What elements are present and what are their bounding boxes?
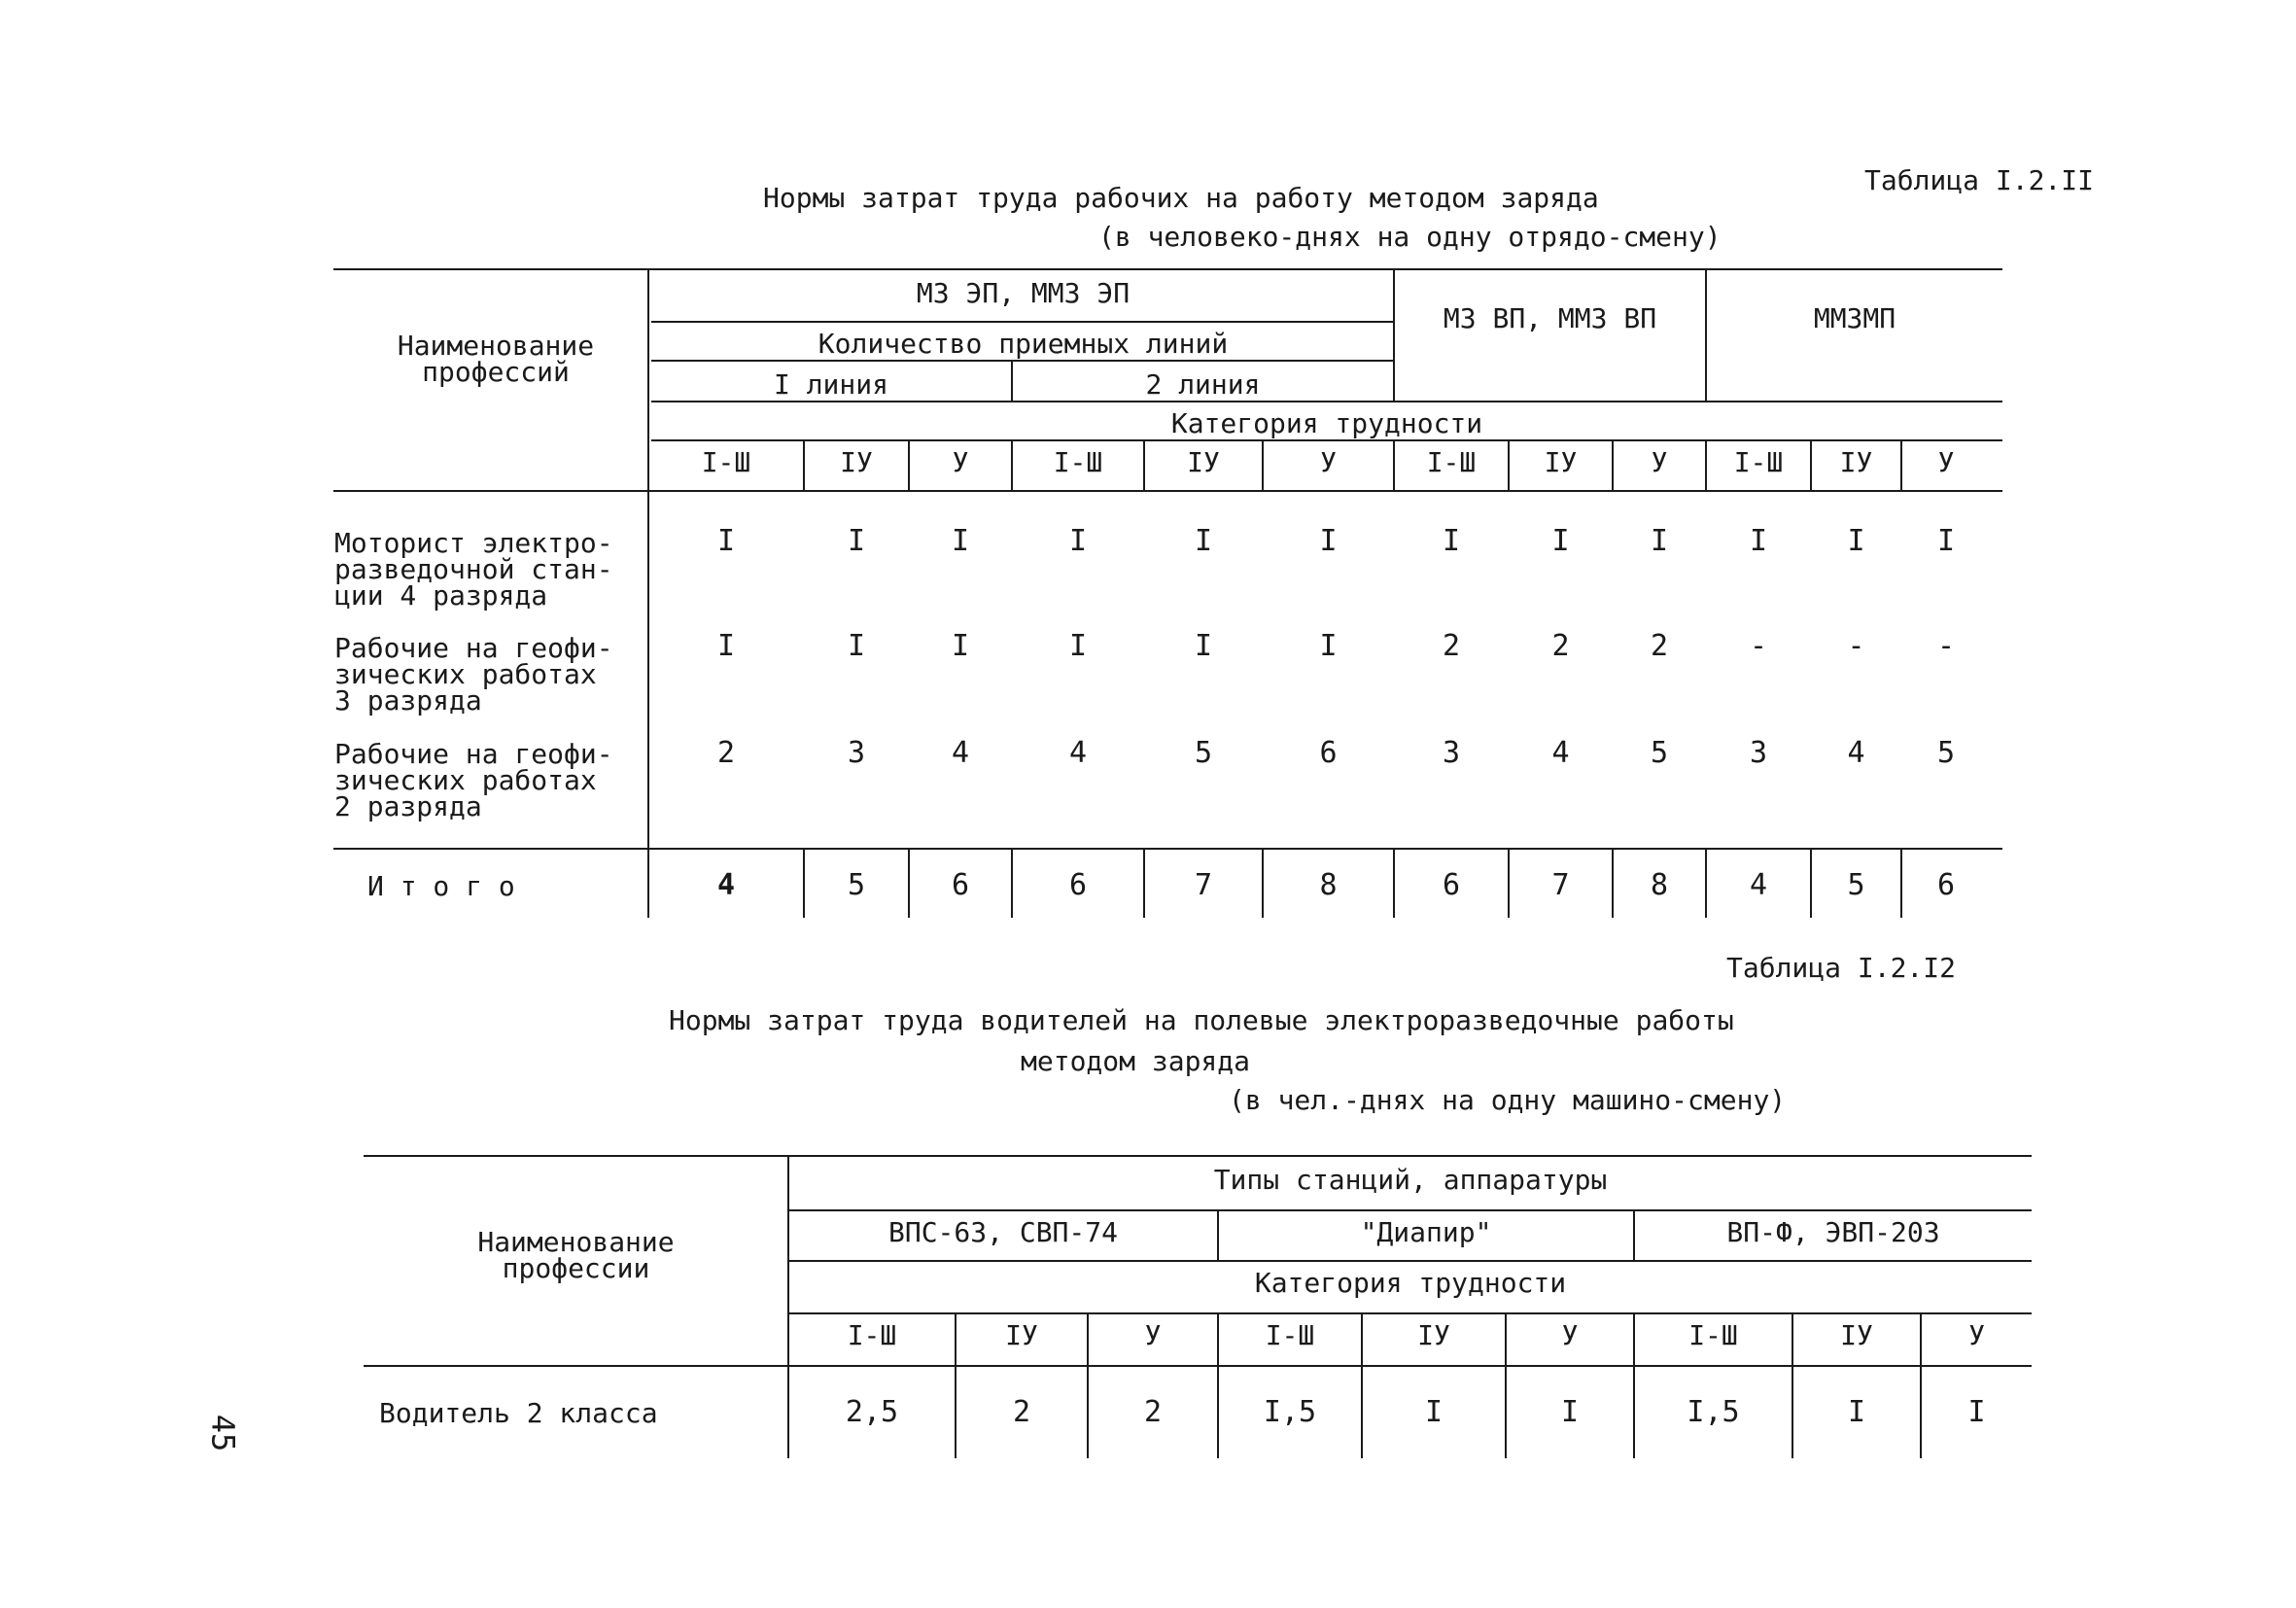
table1-cat: У xyxy=(1937,446,1955,478)
table1-cat: I-Ш xyxy=(701,446,751,478)
table2-cell: 2 xyxy=(1143,1395,1163,1429)
page-number: 45 xyxy=(204,1414,242,1452)
table1-cell: 2 xyxy=(716,736,736,770)
table1-cell: 5 xyxy=(1936,736,1956,770)
table2-cell: I xyxy=(1847,1395,1866,1429)
table1-total-cell: 7 xyxy=(1551,868,1570,902)
table2-cat: IУ xyxy=(1417,1319,1450,1351)
table1-total-cell: 6 xyxy=(1936,868,1956,902)
table1-total-cell: 6 xyxy=(1068,868,1088,902)
table1-group1: МЗ ЭП, ММЗ ЭП xyxy=(916,277,1131,309)
table1-total-cell: 4 xyxy=(1749,868,1768,902)
table1-cell: I xyxy=(1551,524,1570,558)
table1-cell: 2 xyxy=(1442,629,1461,663)
table1-cell: I xyxy=(1068,629,1088,663)
table1-cell: 3 xyxy=(1749,736,1768,770)
table1-cell: 5 xyxy=(1650,736,1669,770)
table1-total-cell: 4 xyxy=(716,868,736,902)
table1-cat: IУ xyxy=(1544,446,1578,478)
table2-cell: I xyxy=(1424,1395,1444,1429)
table1-cell: I xyxy=(716,524,736,558)
table1-cell: I xyxy=(1749,524,1768,558)
table1-total-cell: 8 xyxy=(1650,868,1669,902)
table1-col-name-header: Наименование профессий xyxy=(397,330,595,388)
table1-total-cell: 8 xyxy=(1319,868,1338,902)
table2-station: ВПС-63, СВП-74 xyxy=(887,1216,1118,1248)
table1-cell: I xyxy=(1319,629,1338,663)
table2-title-line2: методом заряда xyxy=(1021,1045,1251,1077)
table2-cell: 2 xyxy=(1012,1395,1031,1429)
table1-cat: I-Ш xyxy=(1426,446,1477,478)
table2-cell: I xyxy=(1967,1395,1986,1429)
table1-cell: - xyxy=(1749,629,1768,663)
table1-cell: 5 xyxy=(1194,736,1213,770)
table1-group3: ММЗМП xyxy=(1813,302,1896,334)
table1-total-cell: 5 xyxy=(1847,868,1865,902)
table2-cell: I xyxy=(1560,1395,1580,1429)
table1-cell: I xyxy=(716,629,736,663)
table1-cat: IУ xyxy=(1187,446,1220,478)
table1-cell: I xyxy=(847,629,866,663)
table2-cat: I-Ш xyxy=(847,1319,897,1351)
table1-group2: МЗ ВП, ММЗ ВП xyxy=(1443,302,1657,334)
table1-total-cell: 6 xyxy=(1442,868,1461,902)
table2-label: Таблица I.2.I2 xyxy=(1726,952,1957,984)
table1-cell: I xyxy=(1194,629,1213,663)
table1-cell: - xyxy=(1936,629,1956,663)
table1-total-cell: 6 xyxy=(951,868,970,902)
table2-station: ВП-Ф, ЭВП-203 xyxy=(1726,1216,1940,1248)
table1-line2: 2 линия xyxy=(1145,368,1261,401)
table2-cell: I,5 xyxy=(1687,1395,1740,1429)
table2-cat: У xyxy=(1144,1319,1162,1351)
table1-cell: I xyxy=(1442,524,1461,558)
table2-row-name: Водитель 2 класса xyxy=(379,1397,658,1429)
table2-station: "Диапир" xyxy=(1360,1216,1492,1248)
table1-cell: I xyxy=(951,629,970,663)
table1-cat: У xyxy=(1320,446,1337,478)
table1-cat: IУ xyxy=(1839,446,1873,478)
table2-category: Категория трудности xyxy=(1254,1267,1567,1299)
table1-label: Таблица I.2.II xyxy=(1864,164,2095,196)
table2-title-line1: Нормы затрат труда водителей на полевые электроразведочные работы xyxy=(669,1004,1734,1036)
table1-cell: 2 xyxy=(1551,629,1570,663)
table1-cell: 3 xyxy=(847,736,866,770)
table1-cat: У xyxy=(952,446,969,478)
table1-line1: I линия xyxy=(773,368,888,401)
table1-total-name: И т о г о xyxy=(367,870,515,902)
table1-cell: I xyxy=(1319,524,1338,558)
table1-cell: I xyxy=(1847,524,1865,558)
table1-cell: - xyxy=(1847,629,1865,663)
table1-cat: I-Ш xyxy=(1733,446,1784,478)
table1-cell: I xyxy=(951,524,970,558)
table1-total-cell: 7 xyxy=(1194,868,1213,902)
table2-cat: У xyxy=(1561,1319,1579,1351)
table2-cell: 2,5 xyxy=(845,1395,899,1429)
table2-cat: IУ xyxy=(1005,1319,1038,1351)
table2-cat: I-Ш xyxy=(1688,1319,1738,1351)
table1-cell: 2 xyxy=(1650,629,1669,663)
table1-cell: I xyxy=(1650,524,1669,558)
table1-row-name: Рабочие на геофи- зических работах 2 разряда xyxy=(334,738,613,822)
table1-cat: I-Ш xyxy=(1053,446,1103,478)
table1-cat: IУ xyxy=(840,446,873,478)
table1-cat: У xyxy=(1651,446,1668,478)
table2-cat: I-Ш xyxy=(1265,1319,1315,1351)
table1-group1-sub: Количество приемных линий xyxy=(818,328,1229,360)
table1-cell: 6 xyxy=(1319,736,1338,770)
table1-row-name: Рабочие на геофи- зических работах 3 разряда xyxy=(334,632,613,717)
table2-subtitle: (в чел.-днях на одну машино-смену) xyxy=(1229,1084,1787,1116)
table1-cell: I xyxy=(1936,524,1956,558)
table2-col-name-header: Наименование профессии xyxy=(477,1226,675,1284)
table1-cell: I xyxy=(847,524,866,558)
table1-total-cell: 5 xyxy=(847,868,866,902)
table1-category: Категория трудности xyxy=(1170,407,1483,439)
table1-cell: I xyxy=(1194,524,1213,558)
table1-cell: 4 xyxy=(1551,736,1570,770)
table2-cat: У xyxy=(1968,1319,1985,1351)
table1-cell: I xyxy=(1068,524,1088,558)
table1-title: Нормы затрат труда рабочих на работу методом заряда xyxy=(763,182,1599,214)
table1-row-name: Моторист электро- разведочной стан- ции 4 разряда xyxy=(334,527,613,612)
table2-cell: I,5 xyxy=(1263,1395,1317,1429)
table2-group: Типы станций, аппаратуры xyxy=(1213,1164,1608,1196)
table1-cell: 4 xyxy=(1068,736,1088,770)
table2-cat: IУ xyxy=(1840,1319,1873,1351)
table1-cell: 4 xyxy=(951,736,970,770)
table1-cell: 3 xyxy=(1442,736,1461,770)
table1-subtitle: (в человеко-днях на одну отрядо-смену) xyxy=(1098,221,1722,253)
table1-cell: 4 xyxy=(1847,736,1865,770)
